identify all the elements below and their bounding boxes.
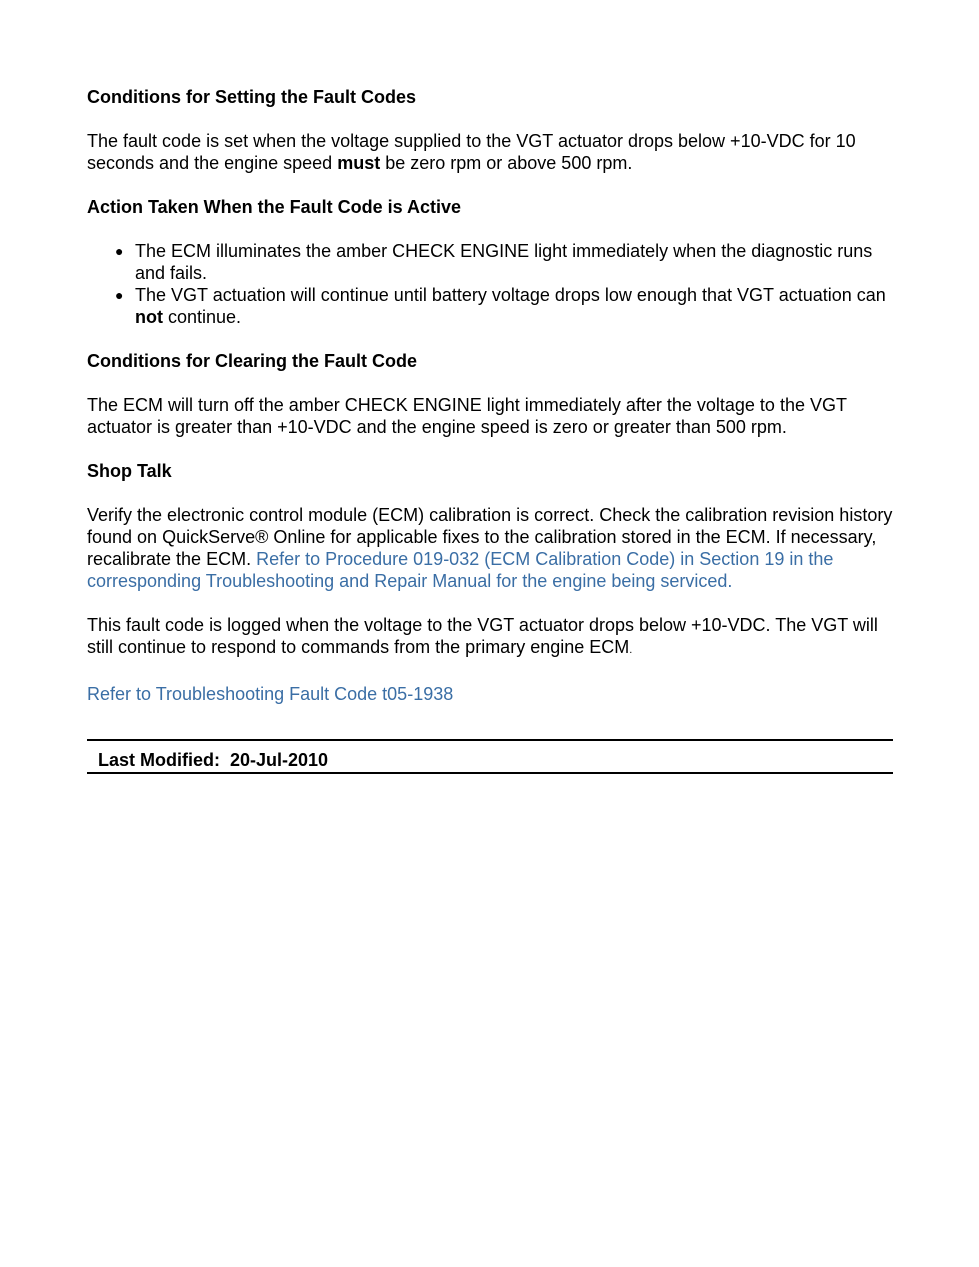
shop-talk-text-part-a: Verify the electronic control module (ECM) calibration is correct. Check the calibration revision history found on QuickServe® Online for applicable fixes to the calibration stored in the ECM. If necessary, recalibrate the ECM. [87,505,893,569]
shop-talk-logged-text [87,614,893,661]
heading-clearing-conditions: Conditions for Clearing the Fault Code [87,351,417,371]
shop-talk-logged-period: . [629,644,633,656]
bullet-icon: ● [115,287,124,303]
list-item [87,240,893,284]
bullet-text: The ECM illuminates the amber CHECK ENGINE light immediately when the diagnostic runs and fails. [135,241,873,283]
troubleshooting-fault-code-link[interactable]: Refer to Troubleshooting Fault Code t05-1938 [87,684,454,704]
heading-shop-talk: Shop Talk [87,461,172,481]
last-modified-label: Last Modified: 20-Jul-2010 [98,750,329,770]
bullet-icon: ● [115,243,124,259]
setting-conditions-text [87,130,893,174]
bullet-text-part-b: continue. [162,307,242,327]
heading-setting-conditions: Conditions for Setting the Fault Codes [87,87,416,107]
document-body [87,86,893,705]
action-bullet-list [87,240,893,328]
clearing-conditions-text: The ECM will turn off the amber CHECK ENGINE light immediately after the voltage to the VGT actuator is greater than +10-VDC and the engine speed is zero or greater than 500 rpm. [87,395,847,437]
refer-text [87,683,893,705]
setting-text-part-b: be zero rpm or above 500 rpm. [380,153,633,173]
procedure-019-032-link[interactable]: Refer to Procedure 019-032 (ECM Calibration Code) in Section 19 in the corresponding Troubleshooting and Repair Manual for the engine being serviced. [87,549,834,591]
shop-talk-text [87,504,893,592]
bullet-text-emphasis: not [135,307,163,327]
shop-talk-logged-main: This fault code is logged when the voltage to the VGT actuator drops below +10-VDC. The VGT will still continue to respond to commands from the primary engine ECM [87,615,878,657]
heading-action-taken: Action Taken When the Fault Code is Active [87,197,462,217]
setting-text-part-a: The fault code is set when the voltage supplied to the VGT actuator drops below +10-VDC for 10 seconds and the engine speed [87,131,856,173]
last-modified-bar [87,739,893,774]
setting-text-emphasis: must [337,153,381,173]
list-item [87,284,893,328]
bullet-text-part-a: The VGT actuation will continue until battery voltage drops low enough that VGT actuation can [135,285,886,305]
